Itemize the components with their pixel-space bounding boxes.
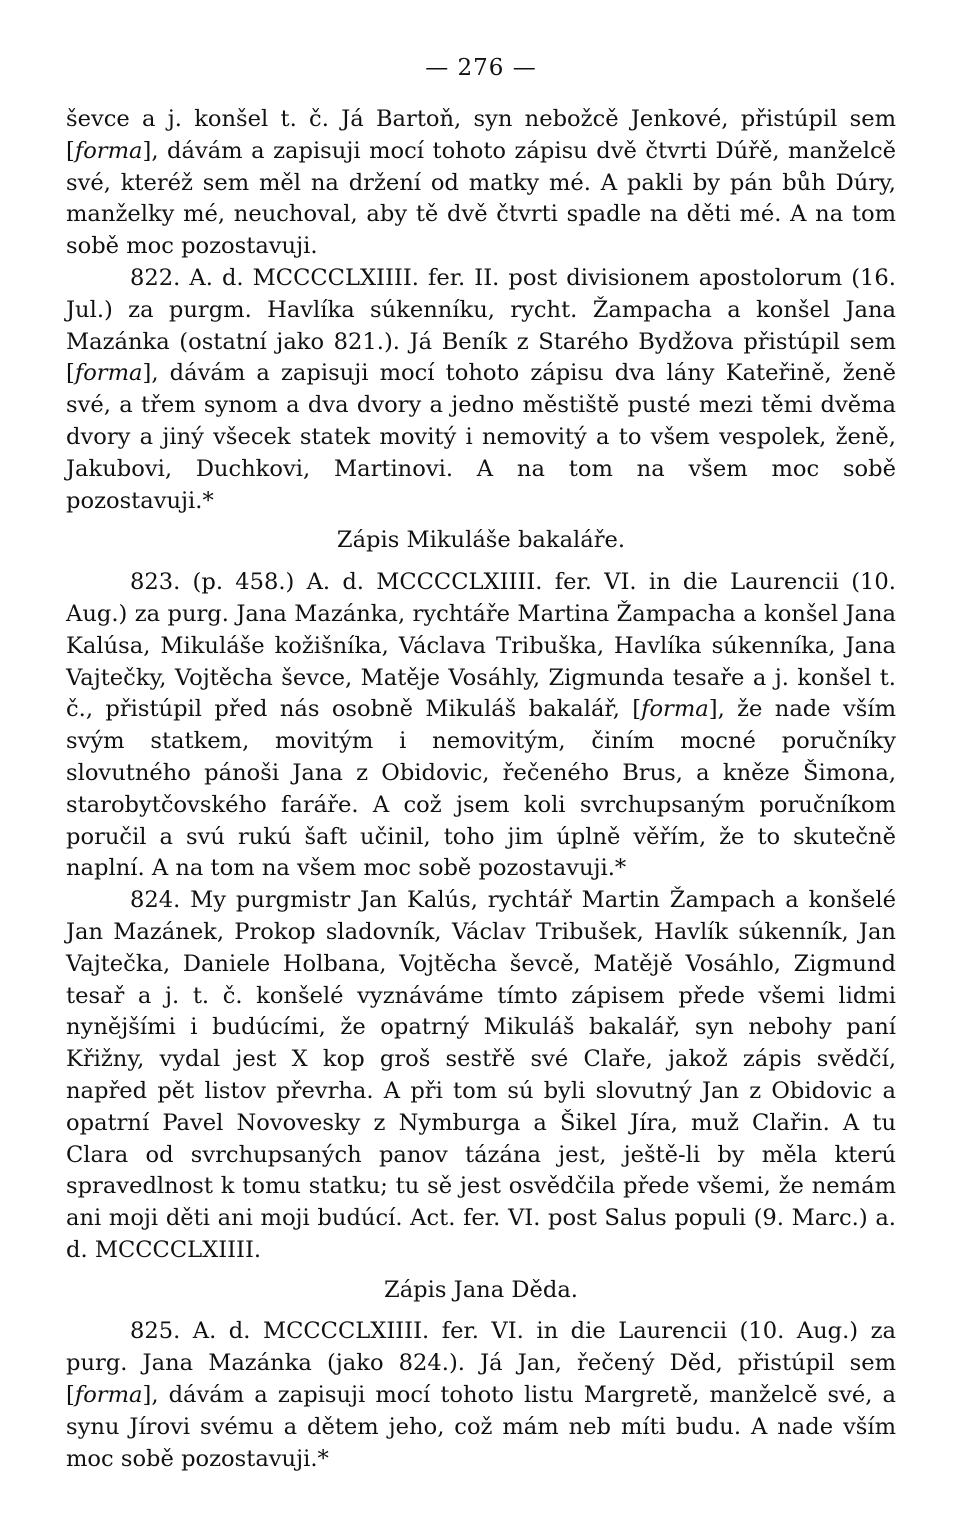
paragraph-entry-825: 825. A. d. MCCCCLXIIII. fer. VI. in die Laurencii (10. Aug.) za purg. Jana Mazánka (jako 824.). Já Jan, řečený Děd, přistúpil sem [forma], dávám a zapisuji mocí tohoto listu Margretě, manželcě své, a synu Jírovi svému a dětem jeho, což mám neb míti budu. A nade vším moc sobě pozostavuji.*	[66, 1318, 896, 1472]
paragraph-entry-822: 822. A. d. MCCCCLXIIII. fer. II. post divisionem apostolorum (16. Jul.) za purgm. Havlíka súkenníku, rycht. Žampacha a konšel Jana Mazánka (ostatní jako 821.). Já Beník z Starého Bydžova přistúpil sem [forma], dávám a zapisuji mocí tohoto zápisu dva lány Kateřině, ženě své, a třem synom a dva dvory a jedno městiště pusté mezi těmi dvěma dvory a jiný všecek statek movitý i nemovitý a to všem vespolek, ženě, Jakubovi, Duchkovi, Martinovi. A na tom na všem moc sobě pozostavuji.*	[66, 264, 896, 514]
paragraph-continuation: ševce a j. konšel t. č. Já Bartoň, syn nebožcě Jenkové, přistúpil sem [forma], dávám a zapisuji mocí tohoto zápisu dvě čtvrti Dúřě, manželcě své, kteréž sem měl na držení od matky mé. A pakli by pán bůh Dúry, manželky mé, neuchoval, aby tě dvě čtvrti spadle na děti mé. A na tom sobě moc pozostavuji.	[66, 106, 896, 260]
section-heading-jan-ded: Zápis Jana Děda.	[384, 1276, 578, 1303]
section-heading-mikulas: Zápis Mikuláše bakaláře.	[336, 527, 626, 554]
document-page	[66, 52, 896, 1475]
paragraph-entry-824: 824. My purgmistr Jan Kalús, rychtář Martin Žampach a konšelé Jan Mazánek, Prokop sladovník, Václav Tribušek, Havlík súkenník, Jan Vajtečka, Daniele Holbana, Vojtěcha ševcě, Matějě Vosáhlo, Zigmund tesař a j. t. č. konšelé vyznáváme tímto zápisem přede všemi lidmi nynějšími i budúcími, že opatrný Mikuláš bakalář, syn nebohy paní Křižny, vydal jest X kop groš sestřě své Claře, jakož zápis svědčí, napřed pět listov převrha. A při tom sú byli slovutný Jan z Obidovic a opatrní Pavel Novovesky z Nymburga a Šikel Jíra, muž Clařin. A tu Clara od svrchupsaných panov tázána jest, ještě-li by měla kterú spravedlnost k tomu statku; tu sě jest osvědčila přede všemi, že nemám ani moji děti ani moji budúcí. Act. fer. VI. post Salus populi (9. Marc.) a. d. MCCCCLXIIII.	[66, 887, 896, 1263]
paragraph-entry-823: 823. (p. 458.) A. d. MCCCCLXIIII. fer. VI. in die Laurencii (10. Aug.) za purg. Jana Mazánka, rychtáře Martina Žampacha a konšel Jana Kalúsa, Mikuláše kožišníka, Václava Tribuška, Havlíka súkenníka, Jana Vajtečky, Vojtěcha ševce, Matěje Vosáhly, Zigmunda tesaře a j. konšel t. č., přistúpil před nás osobně Mikuláš bakalář, [forma], že nade vším svým statkem, movitým i nemovitým, činím mocné poručníky slovutného pánoši Jana z Obidovic, řečeného Brus, a kněze Šimona, starobytčovského faráře. A což jsem koli svrchupsaným poručníkom poručil a svú rukú šaft učinil, toho jim úplně věřím, že to skutečně naplní. A na tom na všem moc sobě pozostavuji.*	[66, 569, 896, 882]
page-number: — 276 —	[425, 55, 537, 81]
